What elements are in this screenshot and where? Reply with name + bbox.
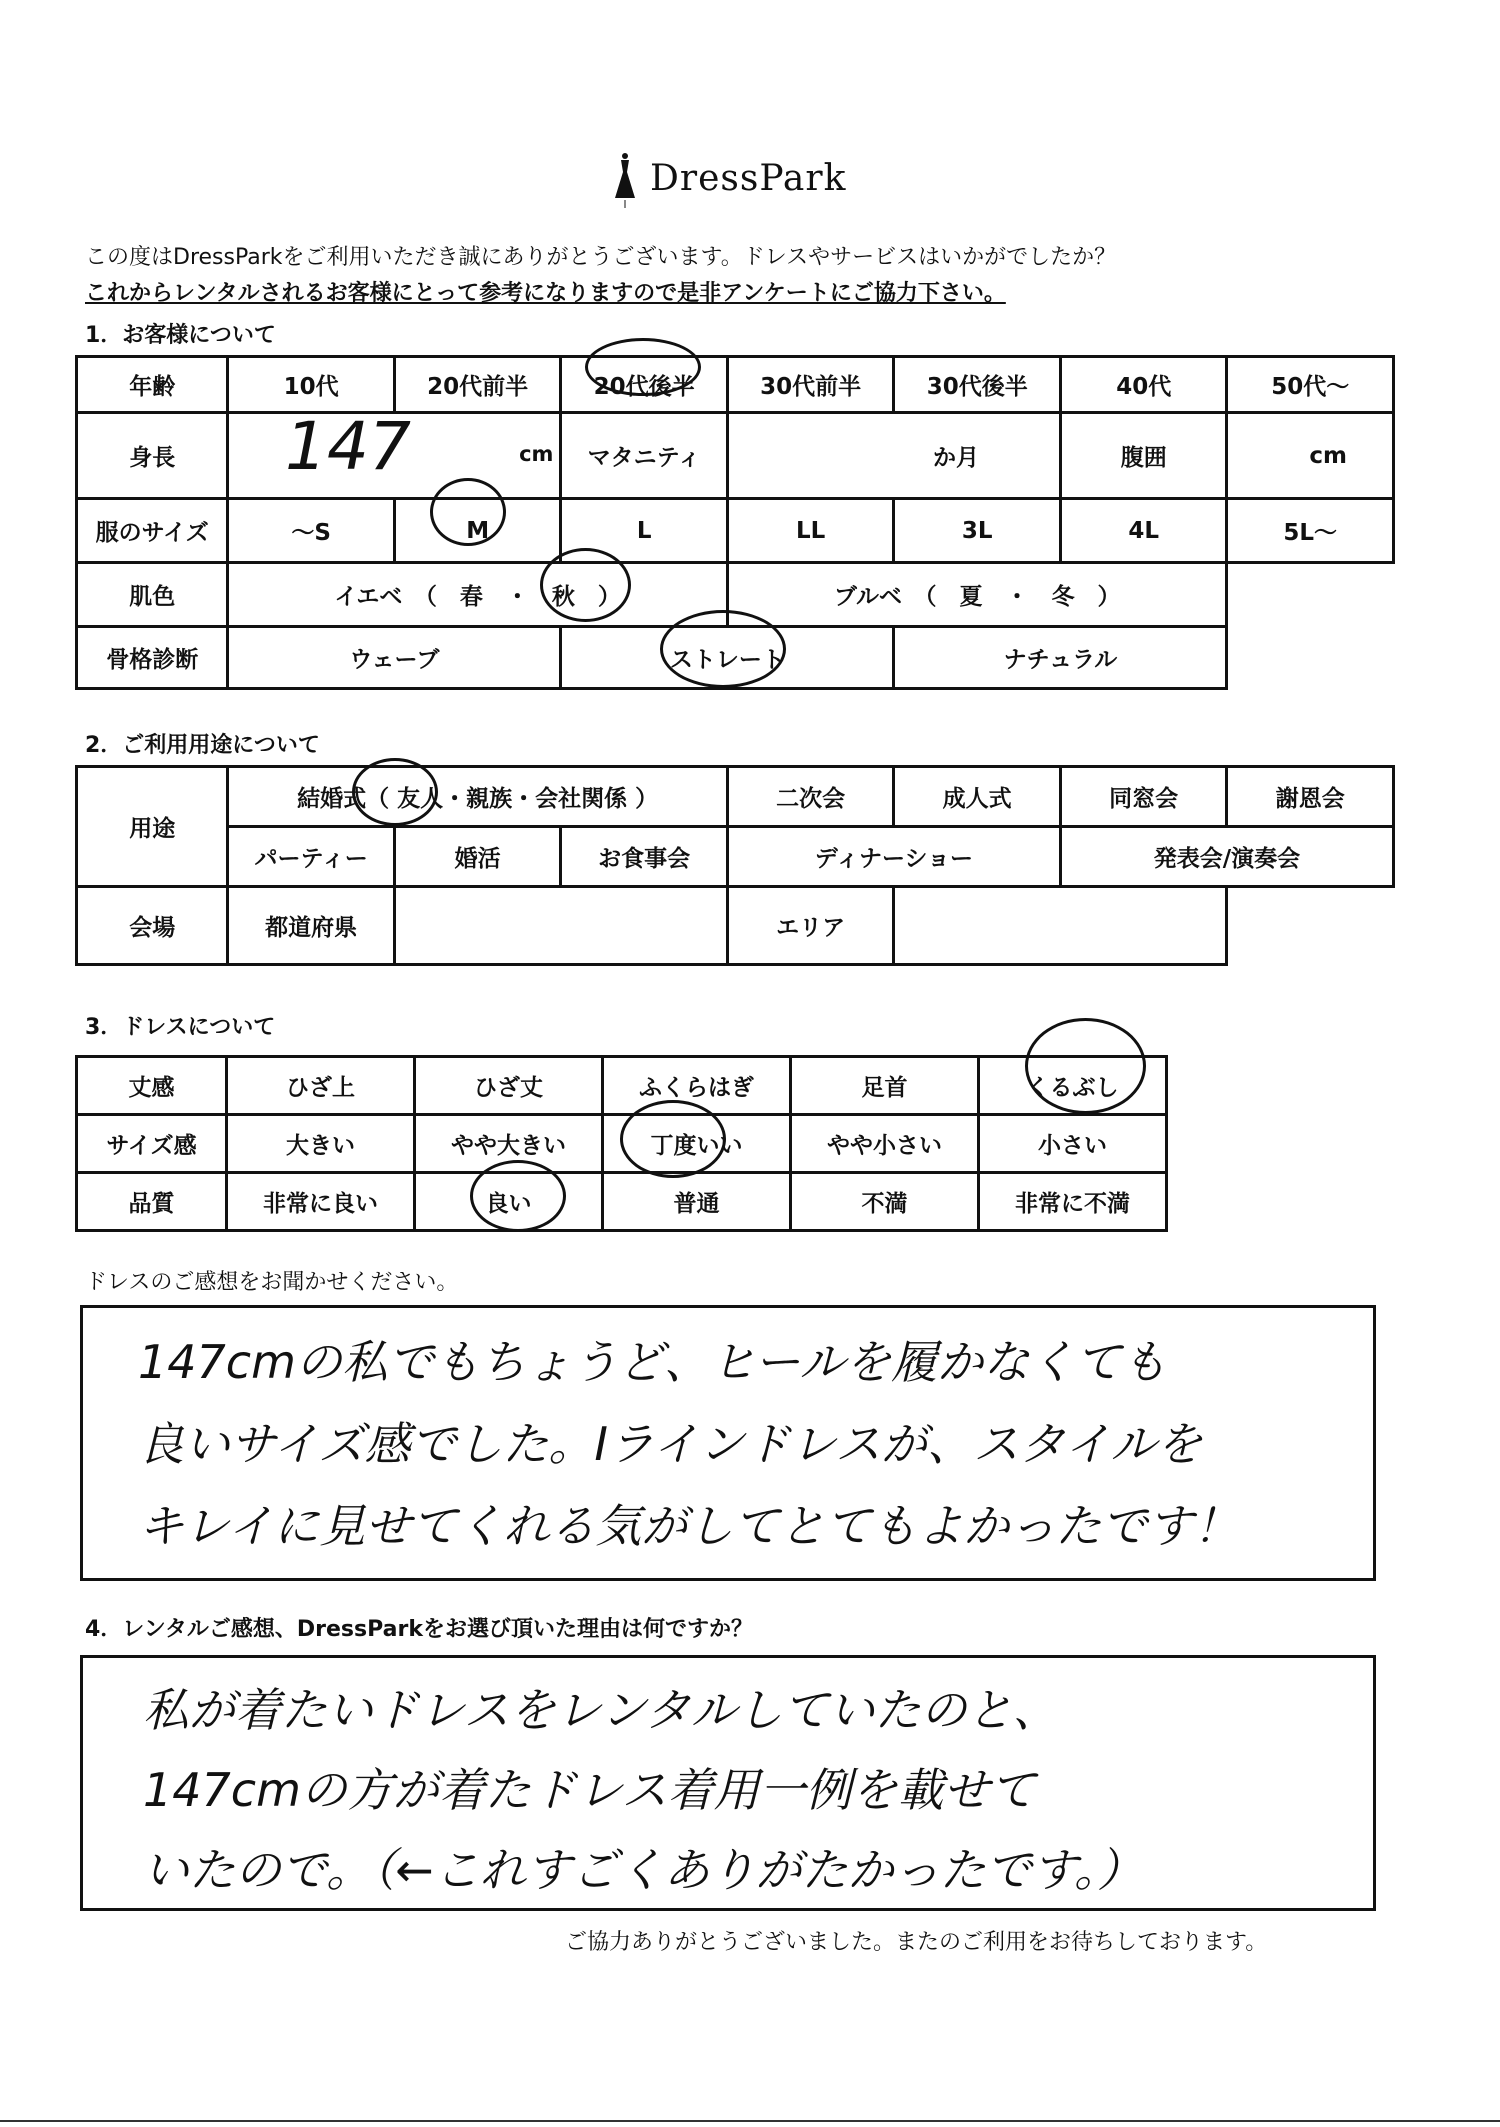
empty-cell bbox=[1227, 887, 1394, 965]
length-option-selected[interactable]: くるぶし bbox=[979, 1057, 1167, 1115]
quality-option[interactable]: 非常に不満 bbox=[979, 1173, 1167, 1231]
purpose-table bbox=[75, 765, 1395, 966]
area-label: エリア bbox=[727, 887, 894, 965]
size-option[interactable]: 3L bbox=[894, 499, 1061, 563]
logo-text: DressPark bbox=[650, 158, 847, 199]
waist-field[interactable]: cm bbox=[1227, 413, 1394, 499]
quality-label: 品質 bbox=[77, 1173, 227, 1231]
section-3-title: 3．ドレスについて bbox=[85, 1015, 276, 1040]
dress-comment-prompt: ドレスのご感想をお聞かせください。 bbox=[85, 1270, 459, 1295]
age-option-selected[interactable]: 20代後半 bbox=[561, 357, 728, 413]
size-option-selected[interactable]: M bbox=[394, 499, 561, 563]
purpose-option[interactable]: 成人式 bbox=[894, 767, 1061, 827]
length-label: 丈感 bbox=[77, 1057, 227, 1115]
fit-option[interactable]: 大きい bbox=[227, 1115, 415, 1173]
purpose-wedding[interactable]: 結婚式（ 友人・親族・会社関係 ） bbox=[228, 767, 728, 827]
area-field[interactable] bbox=[894, 887, 1227, 965]
empty-cell bbox=[1227, 627, 1394, 689]
footer-thanks: ご協力ありがとうございました。またのご利用をお待ちしております。 bbox=[565, 1930, 1268, 1955]
size-option[interactable]: L bbox=[561, 499, 728, 563]
size-option[interactable]: LL bbox=[727, 499, 894, 563]
size-option[interactable]: 4L bbox=[1060, 499, 1227, 563]
scan-edge-line bbox=[0, 2120, 1500, 2122]
skin-yellow[interactable]: イエベ （ 春 ・ 秋 ） bbox=[228, 563, 728, 627]
fit-option[interactable]: やや小さい bbox=[791, 1115, 979, 1173]
length-option[interactable]: 足首 bbox=[791, 1057, 979, 1115]
purpose-option[interactable]: 婚活 bbox=[394, 827, 561, 887]
age-option[interactable]: 10代 bbox=[228, 357, 395, 413]
section-2-title: 2．ご利用用途について bbox=[85, 733, 320, 758]
skin-selection-circle bbox=[540, 548, 631, 622]
purpose-option[interactable]: 同窓会 bbox=[1060, 767, 1227, 827]
purpose-option[interactable]: お食事会 bbox=[561, 827, 728, 887]
height-unit: cm bbox=[519, 442, 554, 466]
age-label: 年齢 bbox=[77, 357, 228, 413]
prefecture-label: 都道府県 bbox=[228, 887, 395, 965]
maternity-label: マタニティ bbox=[561, 413, 728, 499]
height-value: 147 bbox=[285, 408, 411, 485]
skin-blue[interactable]: ブルベ （ 夏 ・ 冬 ） bbox=[727, 563, 1227, 627]
dress-comment-box[interactable] bbox=[80, 1305, 1376, 1581]
maternity-field[interactable]: か月 bbox=[727, 413, 1060, 499]
fit-label: サイズ感 bbox=[77, 1115, 227, 1173]
reason-comment-line: 147cmの方が着たドレス着用一例を載せて bbox=[143, 1763, 1036, 1817]
purpose-option[interactable]: パーティー bbox=[228, 827, 395, 887]
age-option[interactable]: 30代前半 bbox=[727, 357, 894, 413]
size-option[interactable]: ～S bbox=[228, 499, 395, 563]
purpose-selection-circle bbox=[352, 758, 438, 826]
fit-option[interactable]: やや大きい bbox=[415, 1115, 603, 1173]
quality-option[interactable]: 不満 bbox=[791, 1173, 979, 1231]
empty-cell bbox=[1227, 563, 1394, 627]
skin-label: 肌色 bbox=[77, 563, 228, 627]
length-option[interactable]: ふくらはぎ bbox=[603, 1057, 791, 1115]
dress-comment-line: 147cmの私でもちょうど、ヒールを履かなくても bbox=[138, 1335, 1168, 1389]
logo bbox=[600, 150, 900, 210]
dress-comment-line: キレイに見せてくれる気がしてとてもよかったです！ bbox=[138, 1499, 1240, 1553]
prefecture-field[interactable] bbox=[394, 887, 727, 965]
age-option[interactable]: 40代 bbox=[1060, 357, 1227, 413]
size-option[interactable]: 5L～ bbox=[1227, 499, 1394, 563]
purpose-option[interactable]: 二次会 bbox=[727, 767, 894, 827]
height-label: 身長 bbox=[77, 413, 228, 499]
length-selection-circle bbox=[1025, 1018, 1146, 1114]
section-1-title: 1．お客様について bbox=[85, 323, 276, 348]
age-option[interactable]: 30代後半 bbox=[894, 357, 1061, 413]
length-option[interactable]: ひざ上 bbox=[227, 1057, 415, 1115]
fit-option-selected[interactable]: 丁度いい bbox=[603, 1115, 791, 1173]
age-option[interactable]: 50代～ bbox=[1227, 357, 1394, 413]
size-selection-circle bbox=[430, 478, 506, 546]
frame-option[interactable]: ナチュラル bbox=[894, 627, 1227, 689]
purpose-option[interactable]: ディナーショー bbox=[727, 827, 1060, 887]
reason-comment-line: いたので。（←これすごくありがたかったです。） bbox=[143, 1843, 1143, 1897]
fit-selection-circle bbox=[620, 1100, 726, 1178]
waist-label: 腹囲 bbox=[1060, 413, 1227, 499]
reason-comment-line: 私が着たいドレスをレンタルしていたのと、 bbox=[143, 1683, 1059, 1737]
dress-comment-line: 良いサイズ感でした。Iラインドレスが、スタイルを bbox=[138, 1417, 1203, 1471]
fit-option[interactable]: 小さい bbox=[979, 1115, 1167, 1173]
purpose-label: 用途 bbox=[77, 767, 228, 887]
length-option[interactable]: ひざ丈 bbox=[415, 1057, 603, 1115]
quality-selection-circle bbox=[470, 1160, 566, 1232]
quality-option[interactable]: 非常に良い bbox=[227, 1173, 415, 1231]
frame-option[interactable]: ウェーブ bbox=[228, 627, 561, 689]
age-selection-circle bbox=[585, 338, 701, 396]
age-option[interactable]: 20代前半 bbox=[394, 357, 561, 413]
reason-comment-box[interactable] bbox=[80, 1655, 1376, 1911]
intro-line-2: これからレンタルされるお客様にとって参考になりますので是非アンケートにご協力下さい。 bbox=[85, 281, 1006, 306]
purpose-option[interactable]: 発表会/演奏会 bbox=[1060, 827, 1393, 887]
size-label: 服のサイズ bbox=[77, 499, 228, 563]
frame-selection-circle bbox=[660, 610, 786, 688]
purpose-option[interactable]: 謝恩会 bbox=[1227, 767, 1394, 827]
dress-icon bbox=[610, 150, 640, 210]
quality-option[interactable]: 普通 bbox=[603, 1173, 791, 1231]
section-4-title: 4．レンタルご感想、DressParkをお選び頂いた理由は何ですか？ bbox=[85, 1617, 753, 1642]
venue-label: 会場 bbox=[77, 887, 228, 965]
intro-line-1: この度はDressParkをご利用いただき誠にありがとうございます。ドレスやサービスはいかがでしたか？ bbox=[85, 245, 1117, 270]
quality-option-selected[interactable]: 良い bbox=[415, 1173, 603, 1231]
frame-option-selected[interactable]: ストレート bbox=[561, 627, 894, 689]
frame-label: 骨格診断 bbox=[77, 627, 228, 689]
